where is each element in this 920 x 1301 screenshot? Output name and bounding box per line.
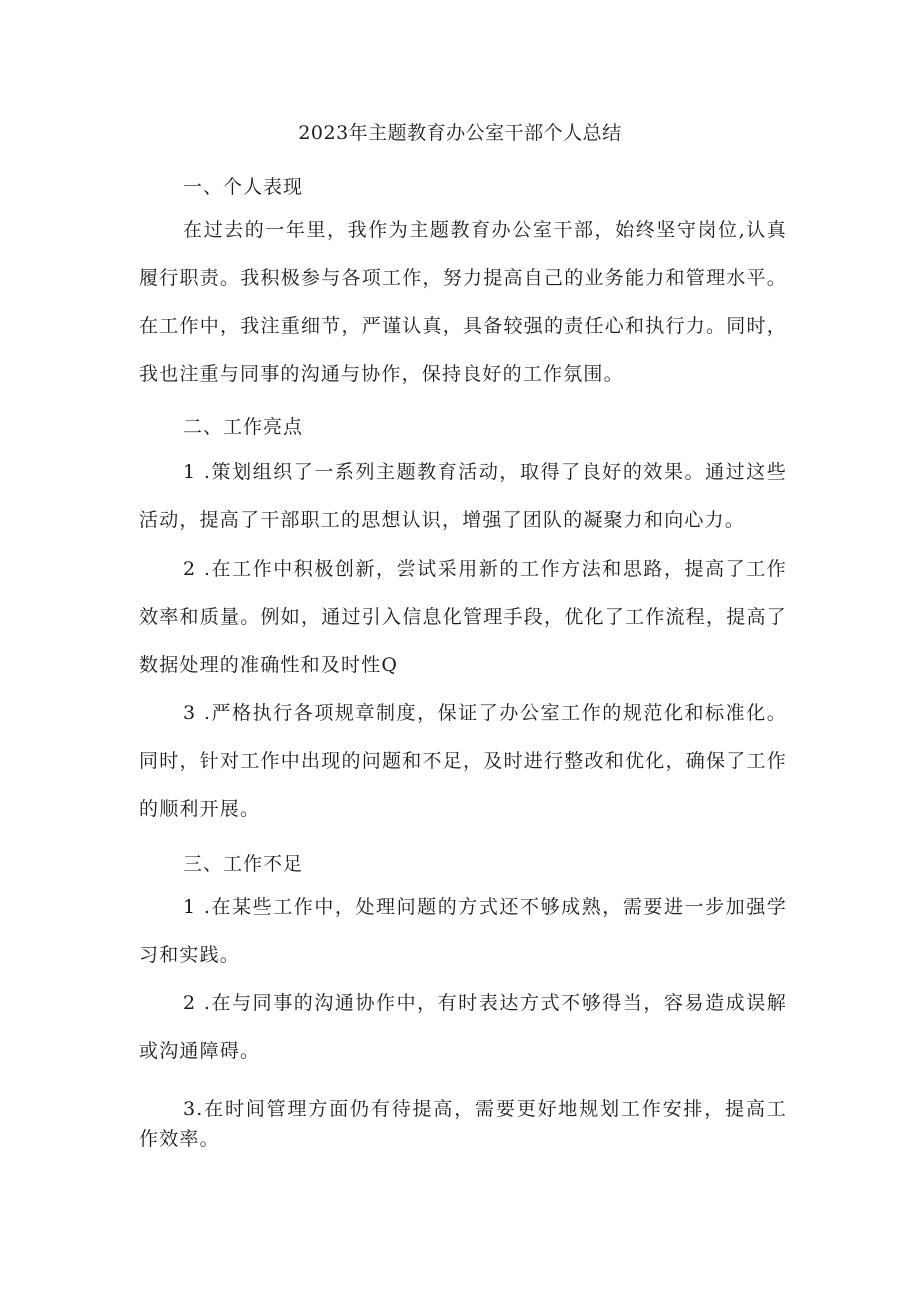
- paragraph-performance: 在过去的一年里，我作为主题教育办公室干部，始终坚守岗位,认真履行职责。我积极参与各项工作，努力提高自己的业务能力和管理水平。在工作中，我注重细节，严谨认真，具备较强的责任心和执行力。同时，我也注重与同事的沟通与协作，保持良好的工作氛围。: [139, 219, 787, 385]
- section-heading-shortcomings: 三、工作不足: [183, 853, 304, 875]
- paragraph-shortcoming-3: 3.在时间管理方面仍有待提高，需要更好地规划工作安排，提高工作效率。: [139, 1098, 787, 1150]
- paragraph-highlight-2: 2 .在工作中积极创新，尝试采用新的工作方法和思路，提高了工作效率和质量。例如，通过引入信息化管理手段，优化了工作流程，提高了数据处理的准确性和及时性Q: [139, 558, 787, 676]
- paragraph-shortcoming-2: 2 .在与同事的沟通协作中，有时表达方式不够得当，容易造成误解或沟通障碍。: [139, 992, 787, 1062]
- paragraph-highlight-3: 3 .严格执行各项规章制度，保证了办公室工作的规范化和标准化。同时，针对工作中出现的问题和不足，及时进行整改和优化，确保了工作的顺利开展。: [139, 702, 787, 820]
- paragraph-shortcoming-1: 1 .在某些工作中，处理问题的方式还不够成熟，需要进一步加强学习和实践。: [139, 896, 787, 966]
- section-heading-highlights: 二、工作亮点: [183, 416, 304, 438]
- document-title: 2023年主题教育办公室干部个人总结: [298, 122, 622, 144]
- paragraph-highlight-1: 1 .策划组织了一系列主题教育活动，取得了良好的效果。通过这些活动，提高了干部职工的思想认识，增强了团队的凝聚力和向心力。: [139, 461, 787, 531]
- section-heading-performance: 一、个人表现: [183, 176, 304, 198]
